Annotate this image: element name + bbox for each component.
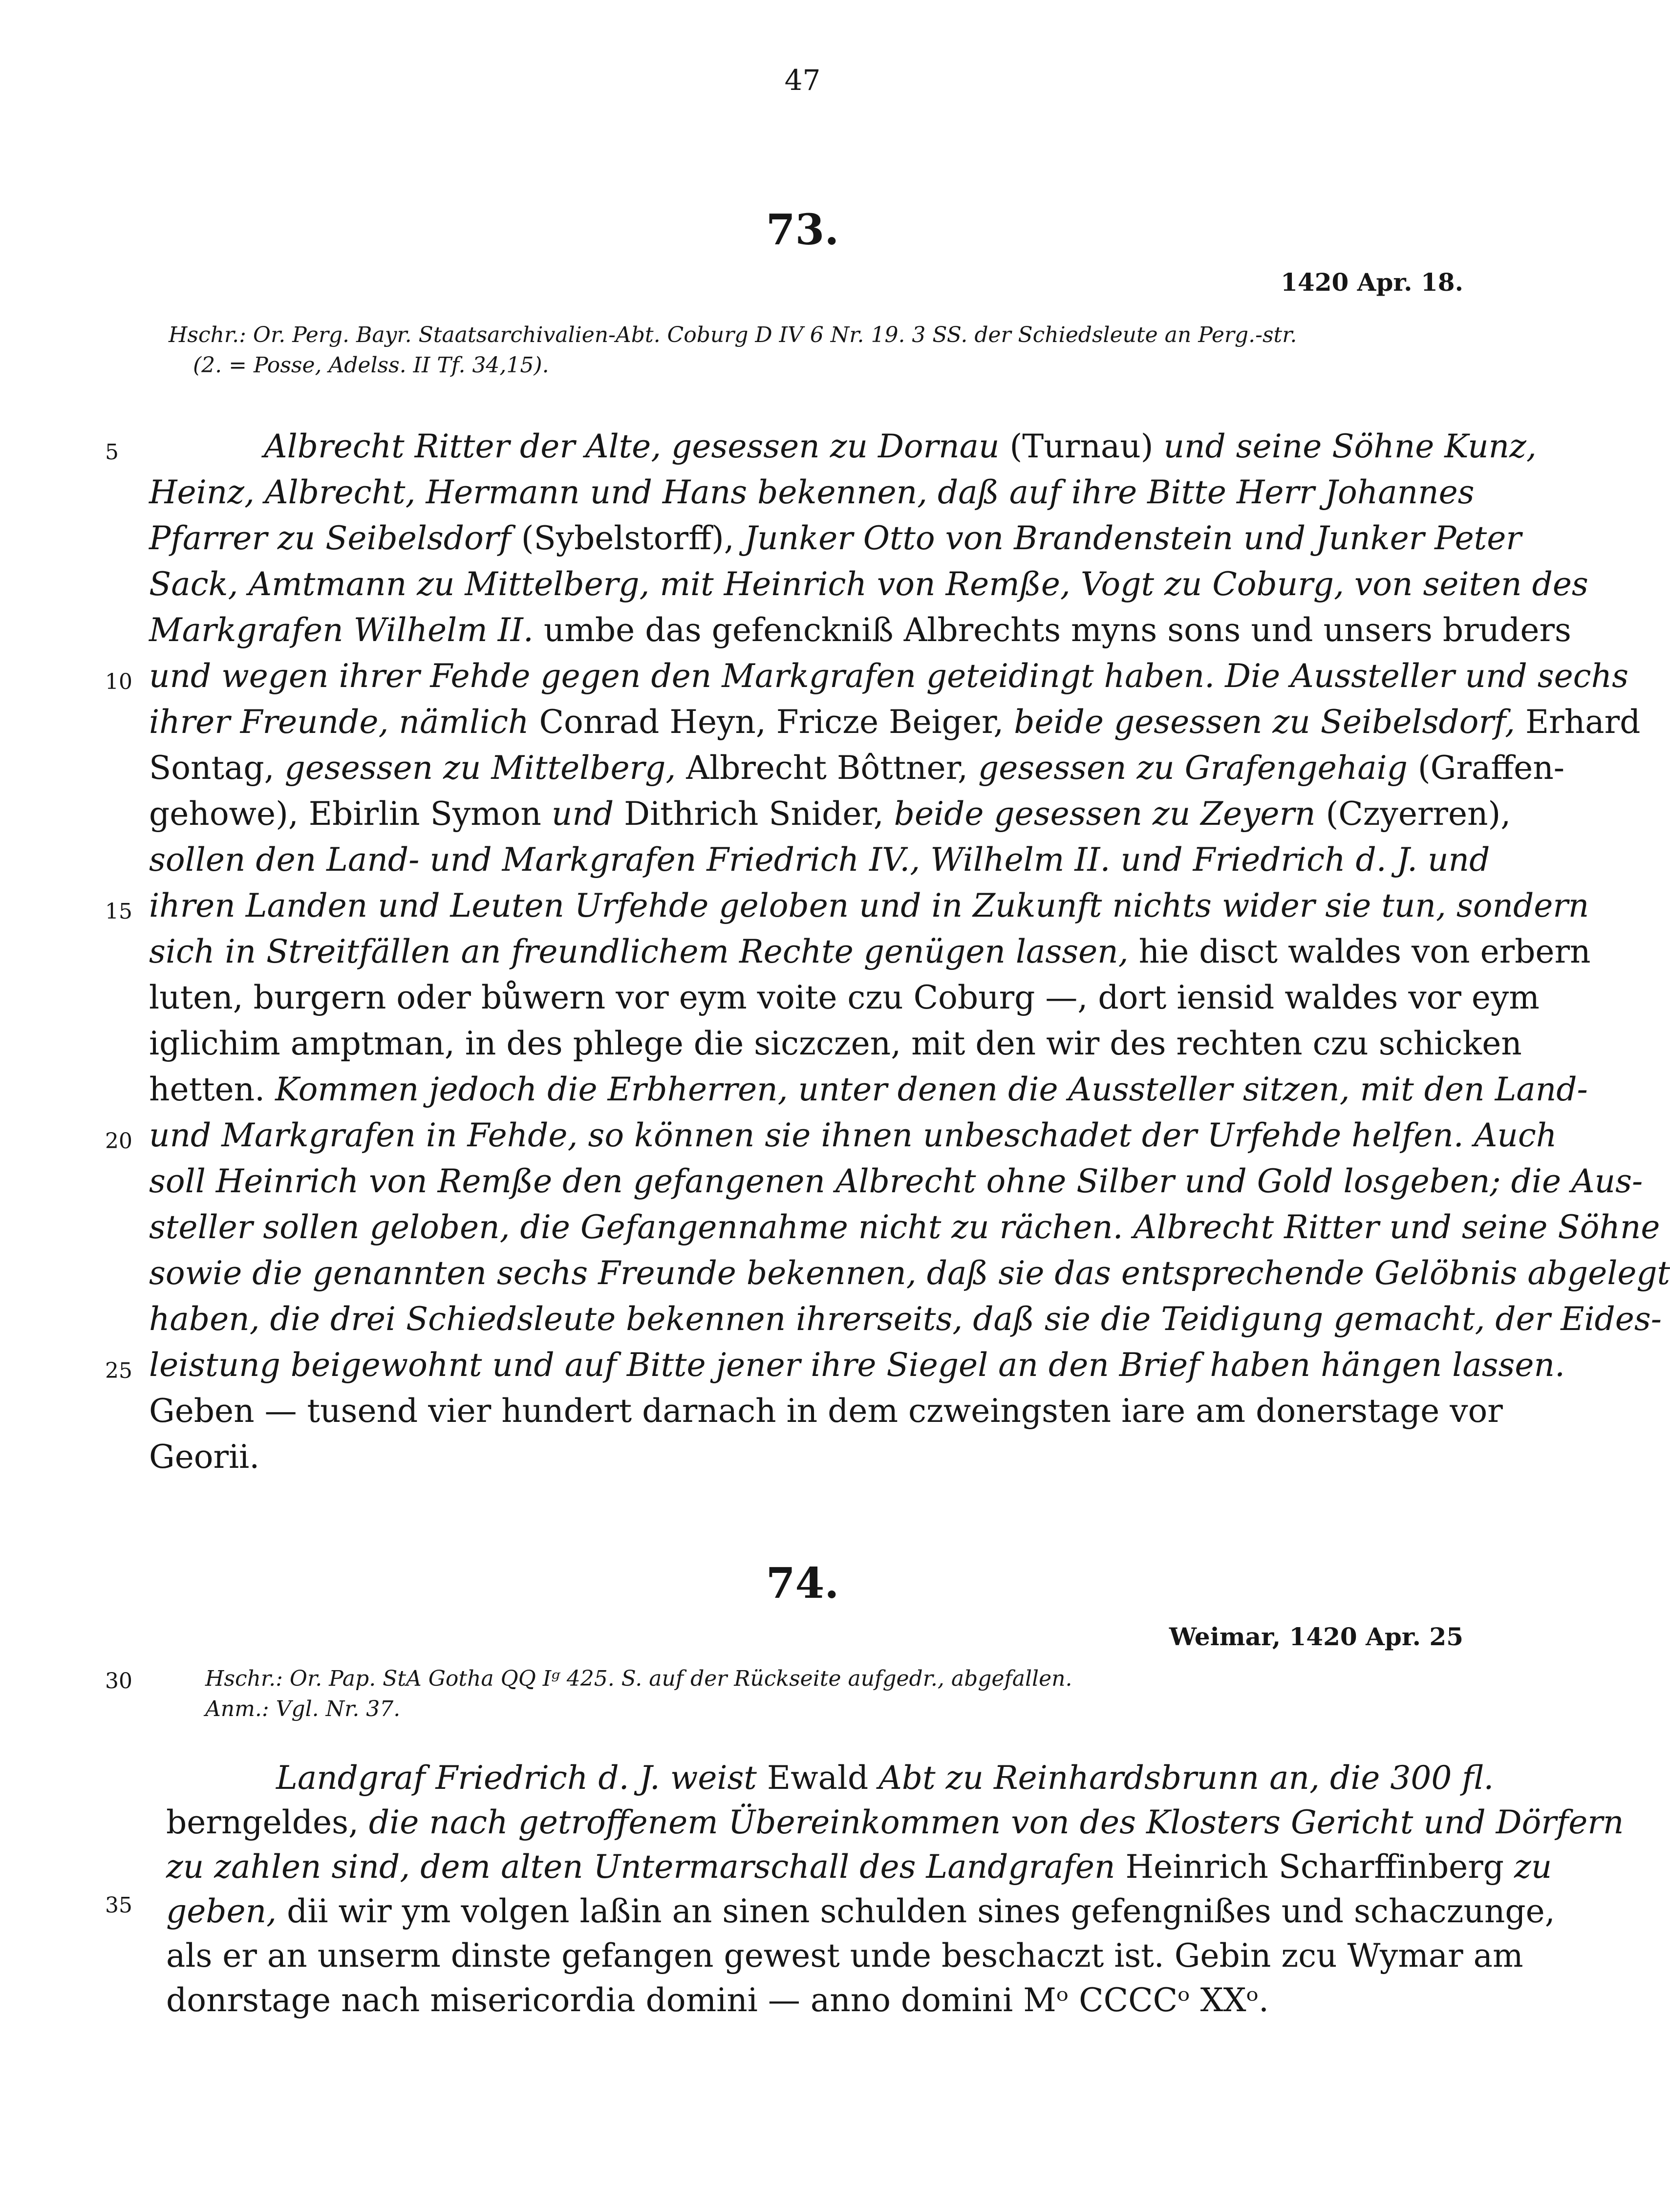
- text-line: [149, 657, 1628, 695]
- text-segment: (Graffen-: [1407, 749, 1565, 787]
- document-number-74: 74.: [766, 1559, 839, 1608]
- text-line: [149, 703, 1641, 741]
- line-number: 10: [105, 669, 132, 694]
- text-segment: Georii.: [149, 1438, 260, 1476]
- text-segment: luten, burgern oder bůwern vor eym voite czu Coburg —, dort iensid waldes vor eym: [149, 979, 1540, 1016]
- text-line: [149, 795, 1511, 833]
- italic-segment: und: [551, 795, 614, 833]
- text-line: [149, 565, 1588, 603]
- text-line: [149, 1438, 1456, 1476]
- italic-segment: Kommen jedoch die Erbherren, unter denen die Aussteller sitzen, mit den Land-: [275, 1071, 1588, 1108]
- line-number: 35: [105, 1893, 132, 1918]
- text-segment: hetten.: [149, 1071, 276, 1108]
- text-segment: gehowe), Ebirlin Symon: [149, 795, 552, 833]
- italic-segment: ihrer Freunde, nämlich: [149, 703, 529, 741]
- page-number: 47: [784, 64, 821, 97]
- italic-segment: zu: [1514, 1848, 1552, 1886]
- source-note-line: (2. = Posse, Adelss. II Tf. 34,15).: [193, 353, 549, 378]
- text-line: [166, 1804, 1624, 1841]
- source-note-line: Hschr.: Or. Pap. StA Gotha QQ Iᵍ 425. S. auf der Rückseite aufgedr., abgefallen.: [205, 1666, 1072, 1691]
- text-line: [149, 887, 1589, 924]
- text-line: [149, 1117, 1557, 1154]
- text-line: [149, 1254, 1670, 1292]
- italic-segment: und seine Söhne Kunz,: [1163, 428, 1537, 465]
- text-segment: Geben — tusend vier hundert darnach in dem czweingsten iare am donerstage vor: [149, 1392, 1503, 1430]
- text-line: [149, 933, 1591, 970]
- italic-segment: Albrecht Ritter der Alte, gesessen zu Dornau: [264, 428, 1000, 465]
- italic-segment: geben,: [166, 1892, 277, 1930]
- italic-segment: haben, die drei Schiedsleute bekennen ihrerseits, daß sie die Teidigung gemacht, der Eides-: [149, 1300, 1662, 1338]
- text-segment: Conrad Heyn, Fricze Beiger,: [529, 703, 1014, 741]
- text-line: [149, 473, 1475, 511]
- text-segment: hie disct waldes von erbern: [1128, 933, 1591, 970]
- text-segment: Erhard: [1515, 703, 1641, 741]
- italic-segment: und Markgrafen in Fehde, so können sie ihnen unbeschadet der Urfehde helfen. Auch: [149, 1117, 1557, 1154]
- text-line: [276, 1759, 1494, 1797]
- italic-segment: soll Heinrich von Remße den gefangenen Albrecht ohne Silber und Gold losgeben; die Aus-: [149, 1162, 1643, 1200]
- text-line: [149, 1208, 1660, 1246]
- text-line: [149, 1346, 1565, 1384]
- italic-segment: ihren Landen und Leuten Urfehde geloben und in Zukunft nichts wider sie tun, sondern: [149, 887, 1589, 924]
- text-segment: Sontag,: [149, 749, 285, 787]
- text-line: [149, 979, 1540, 1016]
- italic-segment: Pfarrer zu Seibelsdorf: [149, 519, 511, 557]
- text-segment: dii wir ym volgen laßin an sinen schulden sines gefengnißes und schaczunge,: [277, 1892, 1555, 1930]
- text-segment: Heinrich Scharffinberg: [1115, 1848, 1514, 1886]
- italic-segment: gesessen zu Grafengehaig: [978, 749, 1408, 787]
- text-line: [149, 1025, 1522, 1062]
- text-segment: donrstage nach misericordia domini — anno domini Mᵒ CCCCᵒ XXᵒ.: [166, 1981, 1269, 2019]
- text-line: [166, 1937, 1523, 1975]
- text-line: [149, 1071, 1588, 1108]
- text-line: [149, 519, 1521, 557]
- text-segment: (Czyerren),: [1315, 795, 1511, 833]
- text-segment: berngeldes,: [166, 1804, 369, 1841]
- italic-segment: Sack, Amtmann zu Mittelberg, mit Heinrich von Remße, Vogt zu Coburg, von seiten des: [149, 565, 1588, 603]
- italic-segment: zu zahlen sind, dem alten Untermarschall des Landgrafen: [166, 1848, 1115, 1886]
- text-line: [166, 1848, 1552, 1886]
- text-line: [149, 1392, 1503, 1430]
- italic-segment: Landgraf Friedrich d. J. weist: [276, 1759, 757, 1797]
- italic-segment: Markgrafen Wilhelm II.: [149, 611, 534, 649]
- italic-segment: die nach getroffenem Übereinkommen von des Klosters Gericht und Dörfern: [368, 1804, 1624, 1841]
- text-line: [166, 1892, 1555, 1930]
- italic-segment: Junker Otto von Brandenstein und Junker Peter: [744, 519, 1521, 557]
- source-note-line: Hschr.: Or. Perg. Bayr. Staatsarchivalien-Abt. Coburg D IV 6 Nr. 19. 3 SS. der Schiedsleute an Perg.-str.: [169, 322, 1297, 347]
- italic-segment: beide gesessen zu Seibelsdorf,: [1014, 703, 1515, 741]
- text-line: [149, 611, 1571, 649]
- line-number: 30: [105, 1669, 132, 1694]
- italic-segment: steller sollen geloben, die Gefangennahme nicht zu rächen. Albrecht Ritter und seine Söhne: [149, 1208, 1660, 1246]
- text-line: [149, 749, 1565, 787]
- italic-segment: Heinz, Albrecht, Hermann und Hans bekennen, daß auf ihre Bitte Herr Johannes: [149, 473, 1475, 511]
- italic-segment: beide gesessen zu Zeyern: [894, 795, 1316, 833]
- text-line: [149, 841, 1490, 879]
- document-date-74: Weimar, 1420 Apr. 25: [1169, 1622, 1463, 1651]
- text-segment: (Turnau): [999, 428, 1164, 465]
- italic-segment: sowie die genannten sechs Freunde bekennen, daß sie das entsprechende Gelöbnis abgelegt: [149, 1254, 1670, 1292]
- line-number: 25: [105, 1358, 132, 1383]
- text-line: [264, 428, 1537, 465]
- text-line: [149, 1300, 1662, 1338]
- italic-segment: sollen den Land- und Markgrafen Friedrich IV., Wilhelm II. und Friedrich d. J. und: [149, 841, 1490, 879]
- italic-segment: gesessen zu Mittelberg,: [284, 749, 676, 787]
- text-segment: umbe das gefencknіß Albrechts myns sons und unsers bruders: [533, 611, 1571, 649]
- line-number: 15: [105, 899, 132, 924]
- text-segment: Dithrich Snider,: [614, 795, 894, 833]
- text-line: [166, 1981, 1456, 2019]
- text-segment: (Sybelstorff),: [511, 519, 745, 557]
- italic-segment: Abt zu Reinhardsbrunn an, die 300 fl.: [878, 1759, 1494, 1797]
- line-number: 20: [105, 1129, 132, 1154]
- text-segment: Ewald: [756, 1759, 879, 1797]
- document-number-73: 73.: [766, 205, 839, 255]
- text-segment: als er an unserm dinste gefangen gewest unde beschaczt ist. Gebin zcu Wymar am: [166, 1937, 1523, 1975]
- line-number: 5: [105, 440, 119, 465]
- italic-segment: leistung beigewohnt und auf Bitte jener ihre Siegel an den Brief haben hängen lassen.: [149, 1346, 1565, 1384]
- document-date-73: 1420 Apr. 18.: [1281, 268, 1463, 297]
- italic-segment: und wegen ihrer Fehde gegen den Markgrafen geteidingt haben. Die Aussteller und sechs: [149, 657, 1628, 695]
- italic-segment: sich in Streitfällen an freundlichem Rechte genügen lassen,: [149, 933, 1129, 970]
- source-note-line: Anm.: Vgl. Nr. 37.: [205, 1697, 401, 1721]
- text-segment: iglichim amptman, in des phlege die siczczen, mit den wir des rechten czu schicken: [149, 1025, 1522, 1062]
- text-line: [149, 1162, 1643, 1200]
- text-segment: Albrecht Bôttner,: [676, 749, 978, 787]
